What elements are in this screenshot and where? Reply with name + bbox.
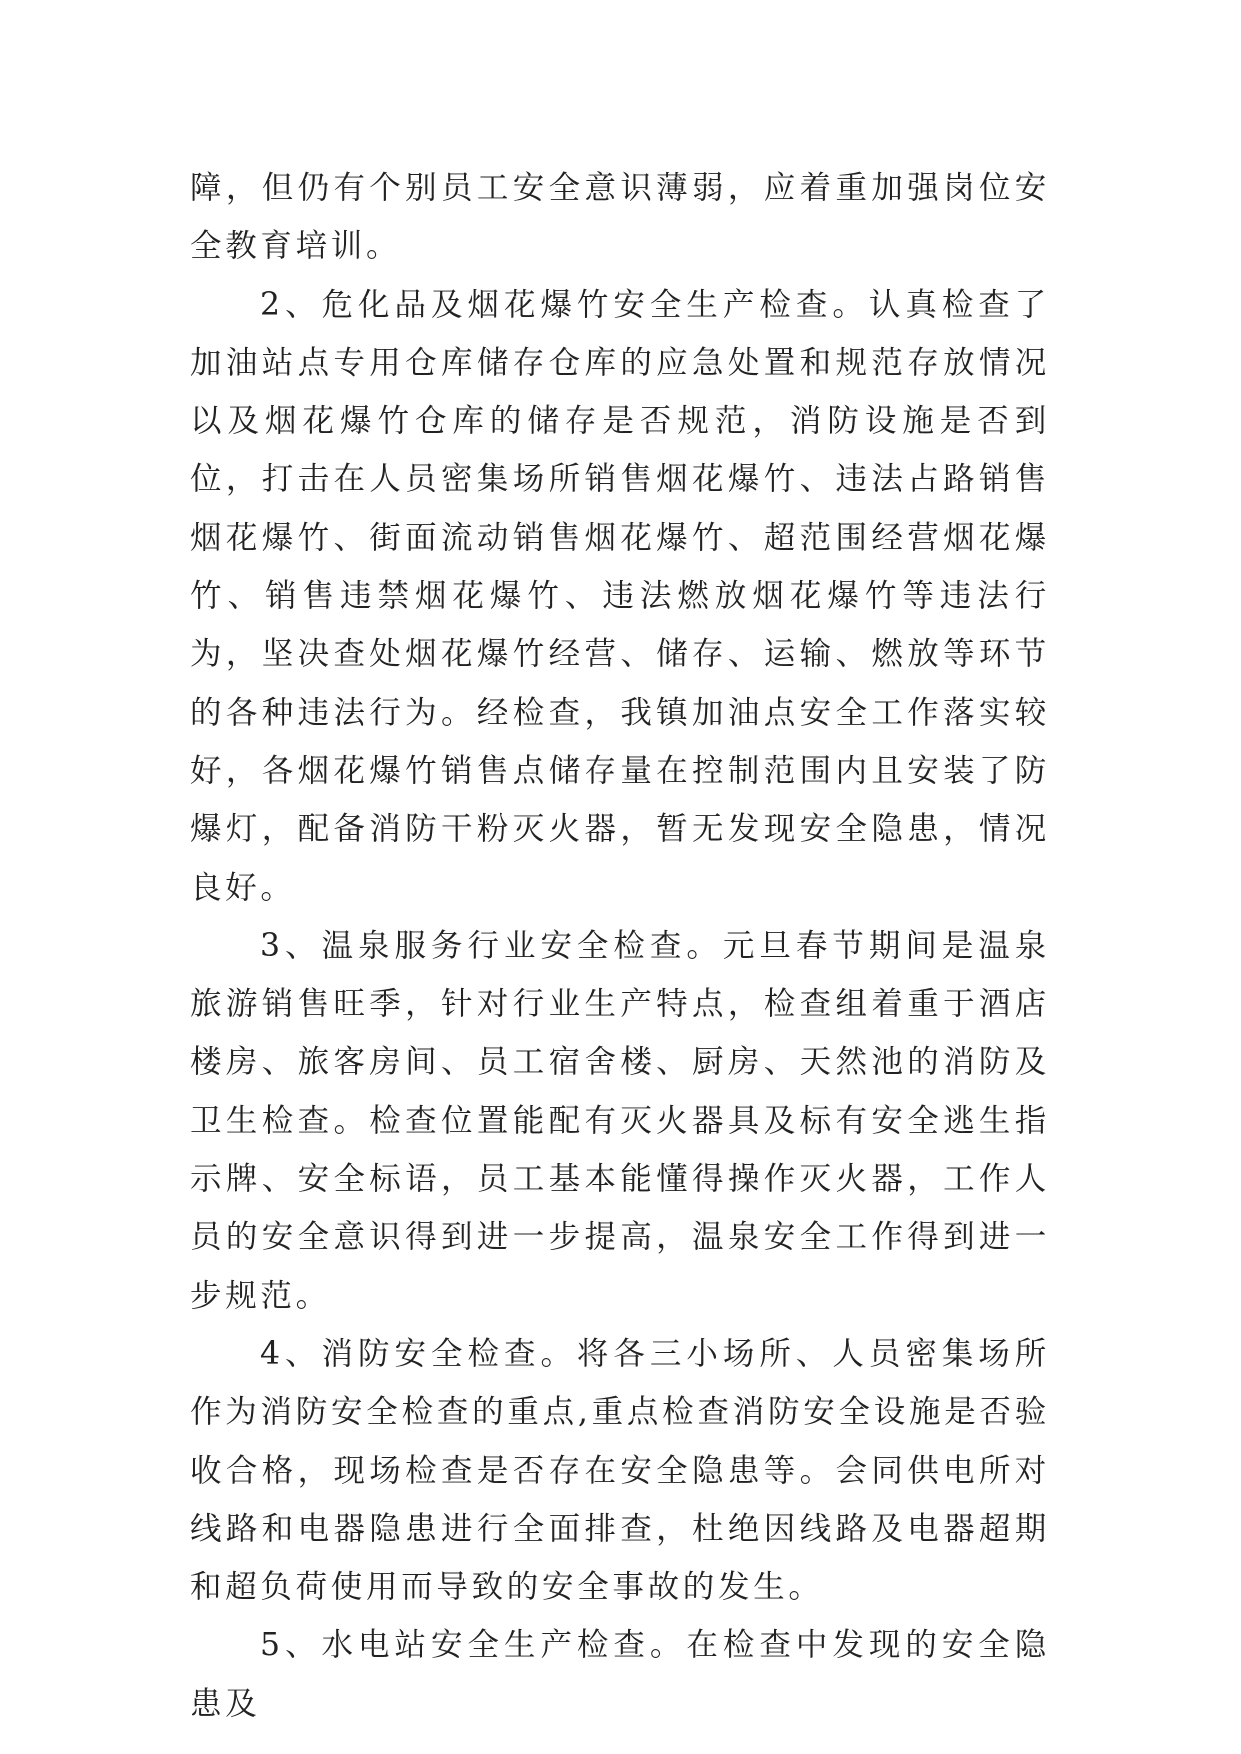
paragraph-item-2: 2、危化品及烟花爆竹安全生产检查。认真检查了加油站点专用仓库储存仓库的应急处置和规范存放情况以及烟花爆竹仓库的储存是否规范，消防设施是否到位，打击在人员密集场所销售烟花爆竹、违法占路销售烟花爆竹、街面流动销售烟花爆竹、超范围经营烟花爆竹、销售违禁烟花爆竹、违法燃放烟花爆竹等违法行为，坚决查处烟花爆竹经营、储存、运输、燃放等环节的各种违法行为。经检查，我镇加油点安全工作落实较好，各烟花爆竹销售点储存量在控制范围内且安装了防爆灯，配备消防干粉灭火器，暂无发现安全隐患，情况良好。 <box>190 286 1050 906</box>
paragraph-item-3: 3、温泉服务行业安全检查。元旦春节期间是温泉旅游销售旺季，针对行业生产特点，检查组着重于酒店楼房、旅客房间、员工宿舍楼、厨房、天然池的消防及卫生检查。检查位置能配有灭火器具及标有安全逃生指示牌、安全标语，员工基本能懂得操作灭火器，工作人员的安全意识得到进一步提高，温泉安全工作得到进一步规范。 <box>190 927 1050 1314</box>
body-text <box>190 159 1050 1733</box>
paragraph-item-5: 5、水电站安全生产检查。在检查中发现的安全隐患及 <box>190 1627 1050 1722</box>
paragraph-item-4: 4、消防安全检查。将各三小场所、人员密集场所作为消防安全检查的重点,重点检查消防安全设施是否验收合格，现场检查是否存在安全隐患等。会同供电所对线路和电器隐患进行全面排查，杜绝因线路及电器超期和超负荷使用而导致的安全事故的发生。 <box>190 1335 1050 1606</box>
paragraph-continuation: 障，但仍有个别员工安全意识薄弱，应着重加强岗位安全教育培训。 <box>190 170 1050 265</box>
